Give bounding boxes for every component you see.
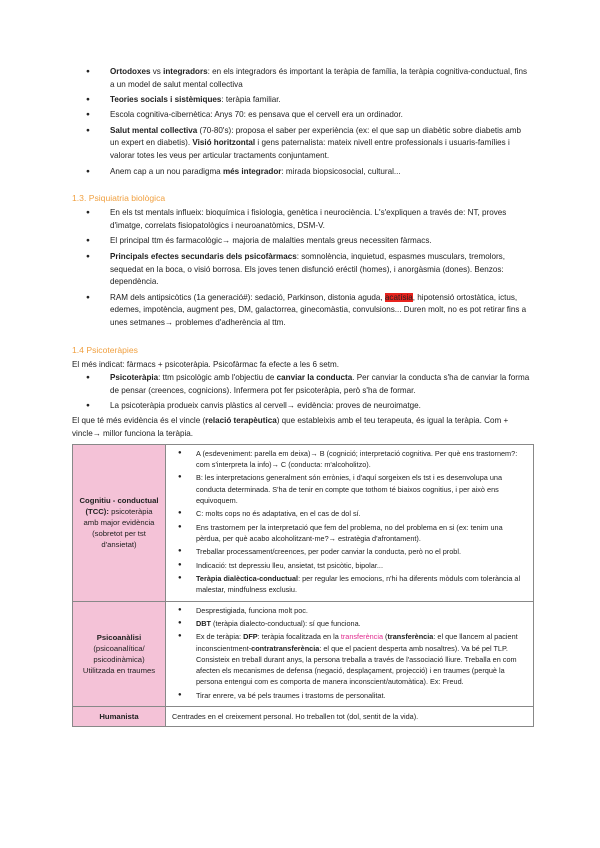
- paragraph: El més indicat: fàrmacs + psicoteràpia. Psicofàrmac fa efecte a les 6 setm.: [72, 360, 339, 370]
- list-item: ● RAM dels antipsicòtics (1a generació#): sedació, Parkinson, distonia aguda, acatísia, hipotensió ortostàtica, ictus, edemes, impotència, augment pes, DM, galactorrea, ginecomàstia, convulsions... Duren molt, no es pot retirar fins a unes setmanes→ problemes d'adherència al ttm.: [72, 292, 530, 330]
- list-item: ● A (esdeveniment: parella em deixa)→ B (cognició; interpretació cognitiva. Per què ens trastornem?: com s'interpreta la info)→ C (conducta: m'alcoholitzo).: [166, 448, 529, 470]
- list-item: ● El principal ttm és farmacològic→ majoria de malalties mentals greus necessiten fàrmacs.: [72, 235, 530, 248]
- intro-bullet-list: [72, 66, 530, 178]
- list-item: ● C: molts cops no és adaptativa, en el cas de dol sí.: [166, 508, 529, 519]
- table-row: [73, 706, 534, 726]
- list-item: ● DBT (teràpia dialecto-conductual): sí que funciona.: [166, 618, 529, 629]
- table-label-cell: Cognitiu - conductual (TCC): psicoteràpia amb major evidència (sobretot per tst d'ansietat): [73, 444, 166, 601]
- table-row: [73, 601, 534, 706]
- table-label-cell: Psicoanàlisi (psicoanalítica/ psicodinàmica) Utilitzada en traumes: [73, 601, 166, 706]
- table-content-cell: [166, 444, 534, 601]
- psychotherapy-bullet-list: [72, 372, 530, 413]
- list-item: ● Tirar enrere, va bé pels traumes i trastorns de personalitat.: [166, 690, 529, 701]
- highlighted-term: transferència: [340, 632, 384, 642]
- table-row: [73, 444, 534, 601]
- therapy-table: [72, 444, 534, 727]
- table-label-cell: Humanista: [73, 706, 166, 726]
- list-item: ● La psicoteràpia produeix canvis plàstics al cervell→ evidència: proves de neuroimatge.: [72, 400, 530, 413]
- highlighted-term: acatísia: [384, 292, 413, 302]
- list-item: ● Desprestigiada, funciona molt poc.: [166, 605, 529, 616]
- list-item: ● Ortodoxes vs integradors: en els integradors és important la teràpia de família, la teràpia cognitiva-conductual, fins a un model de salut mental collectiva: [72, 66, 530, 92]
- paragraph: El que té més evidència és el vincle (relació terapèutica) que estableixis amb el teu terapeuta, és igual la teràpia. Com + vincle→ millor funciona la teràpia.: [72, 416, 509, 439]
- list-item: ● Principals efectes secundaris dels psicofàrmacs: somnolència, inquietud, espasmes musculars, tremolors, sequedat en la boca, o visió borrosa. Els joves tenen disfunció eréctil (homes), i anorgàsmia (dones). Benzos: dependència.: [72, 251, 530, 289]
- list-item: ● Treballar processament/creences, per poder canviar la conducta, però no el probl.: [166, 546, 529, 557]
- section-heading: 1.3. Psiquiatria biològica: [72, 193, 166, 204]
- list-item: ● Teories socials i sistèmiques: teràpia familiar.: [72, 94, 530, 107]
- list-item: ● Indicació: tst depressiu lleu, ansietat, tst psicòtic, bipolar...: [166, 560, 529, 571]
- list-item: ● B: les interpretacions generalment són errònies, i d'aquí sorgeixen els tst i es desenvolupa una conducta determinada. S'ha de tenir en compte que tothom té biaixos cognitius, i per això ens equivoquem.: [166, 472, 529, 506]
- biological-bullet-list: [72, 207, 530, 330]
- section-heading: 1.4 Psicoteràpies: [72, 345, 138, 356]
- list-item: ● Salut mental collectiva (70-80's): proposa el saber per experiència (ex: el que sap un diabètic sobre diabetis amb un expert en diabetis). Visió horitzontal i gens paternalista: mateix nivell entre professionals i usuaris-famílies i valorar totes les veus per articular tractaments conjuntament.: [72, 125, 530, 163]
- list-item: ● Teràpia dialèctica-conductual: per regular les emocions, n'hi ha diferents mòduls com tolerància al malestar, mindfulness exclusiu.: [166, 573, 529, 595]
- list-item: ● Ens trastornem per la interpretació que fem del problema, no del problema en si (ex: tenim una pèrdua, per què acabo alcoholitzant-me?→ estratègia d'afrontament).: [166, 522, 529, 544]
- table-content-cell: Centrades en el creixement personal. Ho treballen tot (dol, sentit de la vida).: [166, 706, 534, 726]
- list-item: ● Anem cap a un nou paradigma més integrador: mirada biopsicosocial, cultural...: [72, 166, 530, 179]
- list-item: ● Ex de teràpia: DFP: teràpia focalitzada en la transferència (transferència: el que llancem al pacient inconscientment-contratransferència: el que el pacient desperta amb nosaltres). Va bé pel TLP. Consisteix en treball durant anys, la persona treballa a través de l'associació lliure. Treballa en com afecten els mecanismes de defensa (negació, desplaçament, projecció) i en traumes (perquè la persona entengui com es comporta de manera inconscient/automàtica). Ex: Freud.: [166, 631, 529, 687]
- table-content-cell: [166, 601, 534, 706]
- list-item: ● En els tst mentals influeix: bioquímica i fisiologia, genètica i neurociència. L's'expliquen a través de: NT, proves d'imatge, correlats fisiopatològics i neuroanatòmics, DSM-V.: [72, 207, 530, 233]
- list-item: ● Escola cognitiva-cibernètica: Anys 70: es pensava que el cervell era un ordinador.: [72, 109, 530, 122]
- list-item: ● Psicoteràpia: ttm psicològic amb l'objectiu de canviar la conducta. Per canviar la conducta s'ha de canviar la forma de pensar (creences, cognicions). Infermera pot fer psicoteràpia, però s'ha de formar.: [72, 372, 530, 398]
